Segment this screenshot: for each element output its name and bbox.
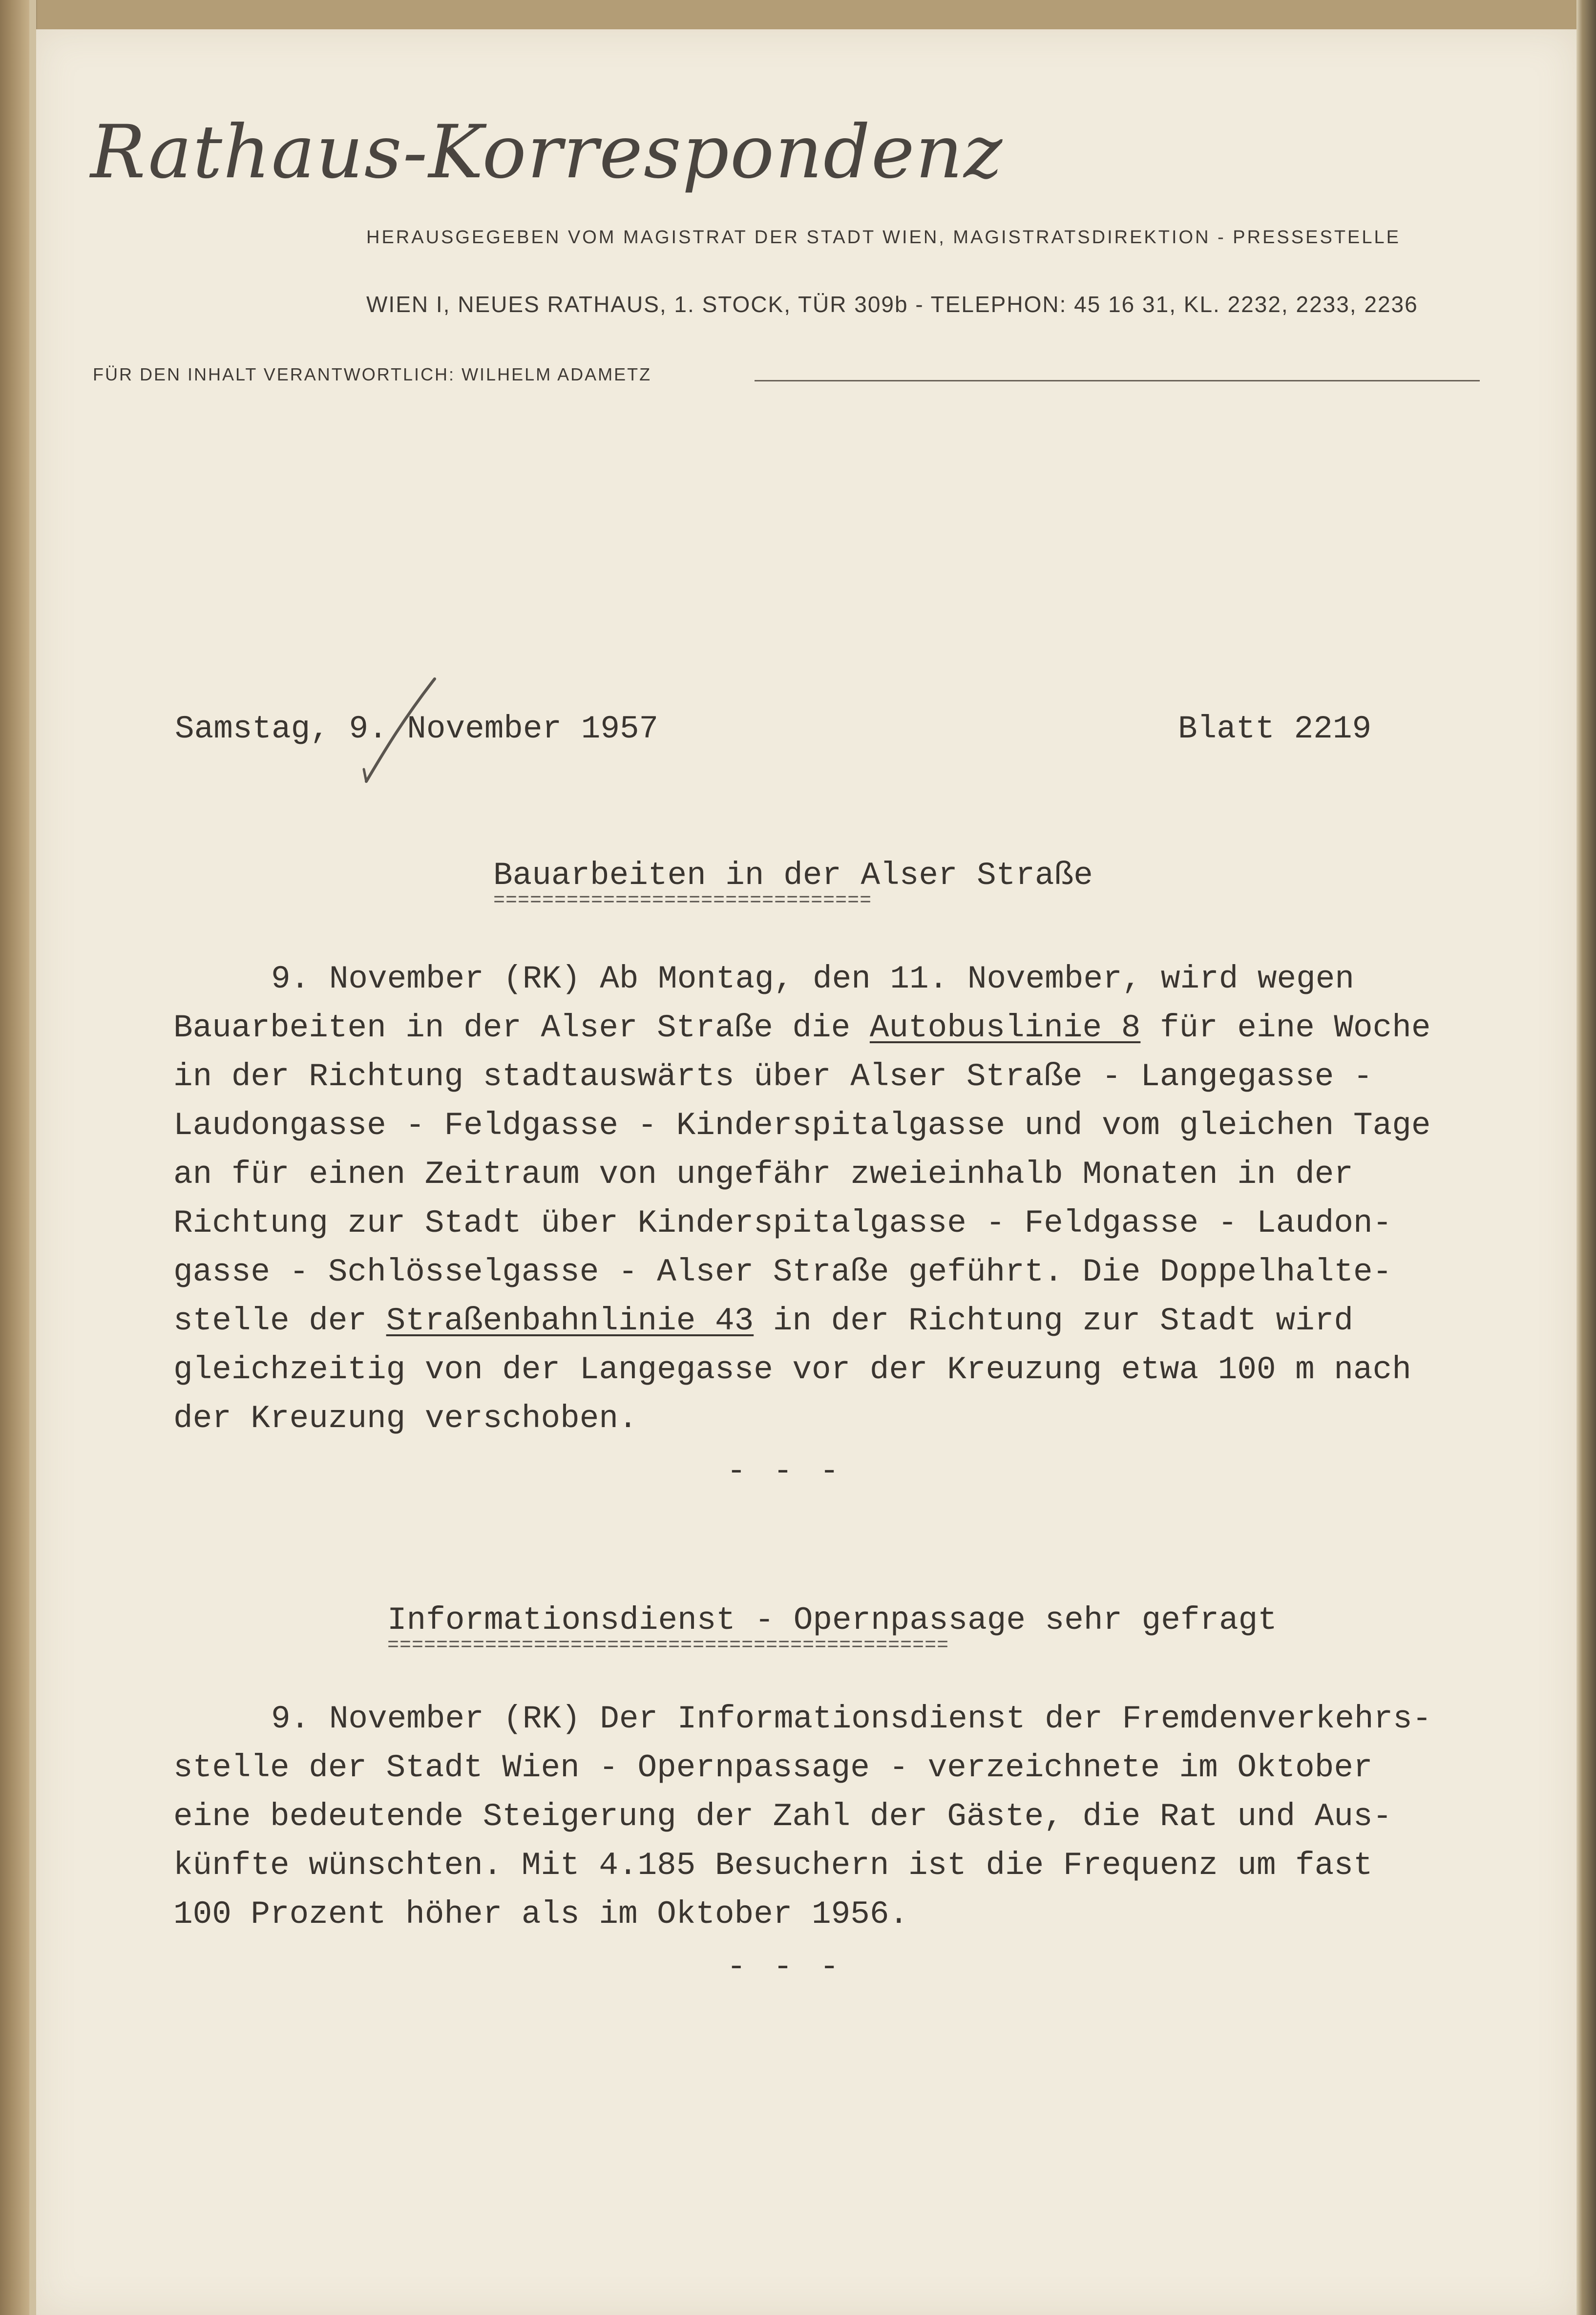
pencil-checkmark-icon xyxy=(361,674,440,791)
letterhead-responsible: FÜR DEN INHALT VERANTWORTLICH: WILHELM ADAMETZ xyxy=(93,364,652,384)
article-2-underline-rule: ============================================== xyxy=(387,1635,949,1657)
article-2-line: 100 Prozent höher als im Oktober 1956. xyxy=(173,1896,909,1933)
article-1-line: gleichzeitig von der Langegasse vor der Kreuzung etwa 100 m nach xyxy=(173,1351,1411,1388)
article-1-text: Bauarbeiten in der Alser Straße die xyxy=(173,1010,870,1046)
bus-line-reference: Autobuslinie 8 xyxy=(869,1010,1141,1046)
article-1-text: für eine Woche xyxy=(1140,1010,1431,1046)
letterhead-publisher: HERAUSGEGEBEN VOM MAGISTRAT DER STADT WIEN, MAGISTRATSDIREKTION - PRESSESTELLE xyxy=(366,227,1401,248)
article-1-line xyxy=(173,1297,1492,1346)
dateline-date: Samstag, 9. November 1957 xyxy=(175,711,659,747)
scan-right-edge xyxy=(1576,0,1596,2315)
article-1-line: an für einen Zeitraum von ungefähr zweieinhalb Monaten in der xyxy=(173,1156,1353,1193)
letterhead-address: WIEN I, NEUES RATHAUS, 1. STOCK, TÜR 309b - TELEPHON: 45 16 31, KL. 2232, 2233, 2236 xyxy=(366,292,1418,317)
article-1-text: stelle der xyxy=(173,1303,386,1339)
article-1-body xyxy=(173,955,1492,1443)
letterhead-rule xyxy=(755,380,1480,381)
article-2-line: künfte wünschten. Mit 4.185 Besuchern ist die Frequenz um fast xyxy=(173,1847,1373,1884)
article-1-underline-rule: =============================== xyxy=(493,890,872,912)
article-2-line: eine bedeutende Steigerung der Zahl der Gäste, die Rat und Aus- xyxy=(173,1798,1392,1835)
binding-strip xyxy=(0,0,29,2315)
article-1-line xyxy=(173,1004,1492,1052)
article-1-line: Laudongasse - Feldgasse - Kinderspitalgasse und vom gleichen Tage xyxy=(173,1107,1431,1144)
article-2-line: 9. November (RK) Der Informationsdienst der Fremdenverkehrs- xyxy=(271,1701,1432,1737)
article-2-separator: - - - xyxy=(727,1949,843,1985)
article-2-heading: Informationsdienst - Opernpassage sehr gefragt xyxy=(387,1602,1277,1639)
article-1-text: in der Richtung zur Stadt wird xyxy=(754,1303,1354,1339)
article-1-heading: Bauarbeiten in der Alser Straße xyxy=(493,857,1093,894)
article-1-separator: - - - xyxy=(727,1453,843,1490)
scan-top-edge xyxy=(0,0,1596,29)
article-1-line: gasse - Schlösselgasse - Alser Straße geführt. Die Doppelhalte- xyxy=(173,1254,1392,1290)
article-2-body xyxy=(173,1695,1492,1939)
article-1-line: der Kreuzung verschoben. xyxy=(173,1400,638,1437)
tram-line-reference: Straßenbahnlinie 43 xyxy=(386,1303,754,1339)
article-1-line: 9. November (RK) Ab Montag, den 11. November, wird wegen xyxy=(271,961,1354,997)
masthead-title: Rathaus-Korrespondenz xyxy=(90,110,1004,195)
article-1-line: Richtung zur Stadt über Kinderspitalgasse - Feldgasse - Laudon- xyxy=(173,1205,1392,1242)
article-2-line: stelle der Stadt Wien - Opernpassage - verzeichnete im Oktober xyxy=(173,1749,1373,1786)
article-1-line: in der Richtung stadtauswärts über Alser Straße - Langegasse - xyxy=(173,1058,1373,1095)
dateline-sheet: Blatt 2219 xyxy=(1178,711,1372,747)
